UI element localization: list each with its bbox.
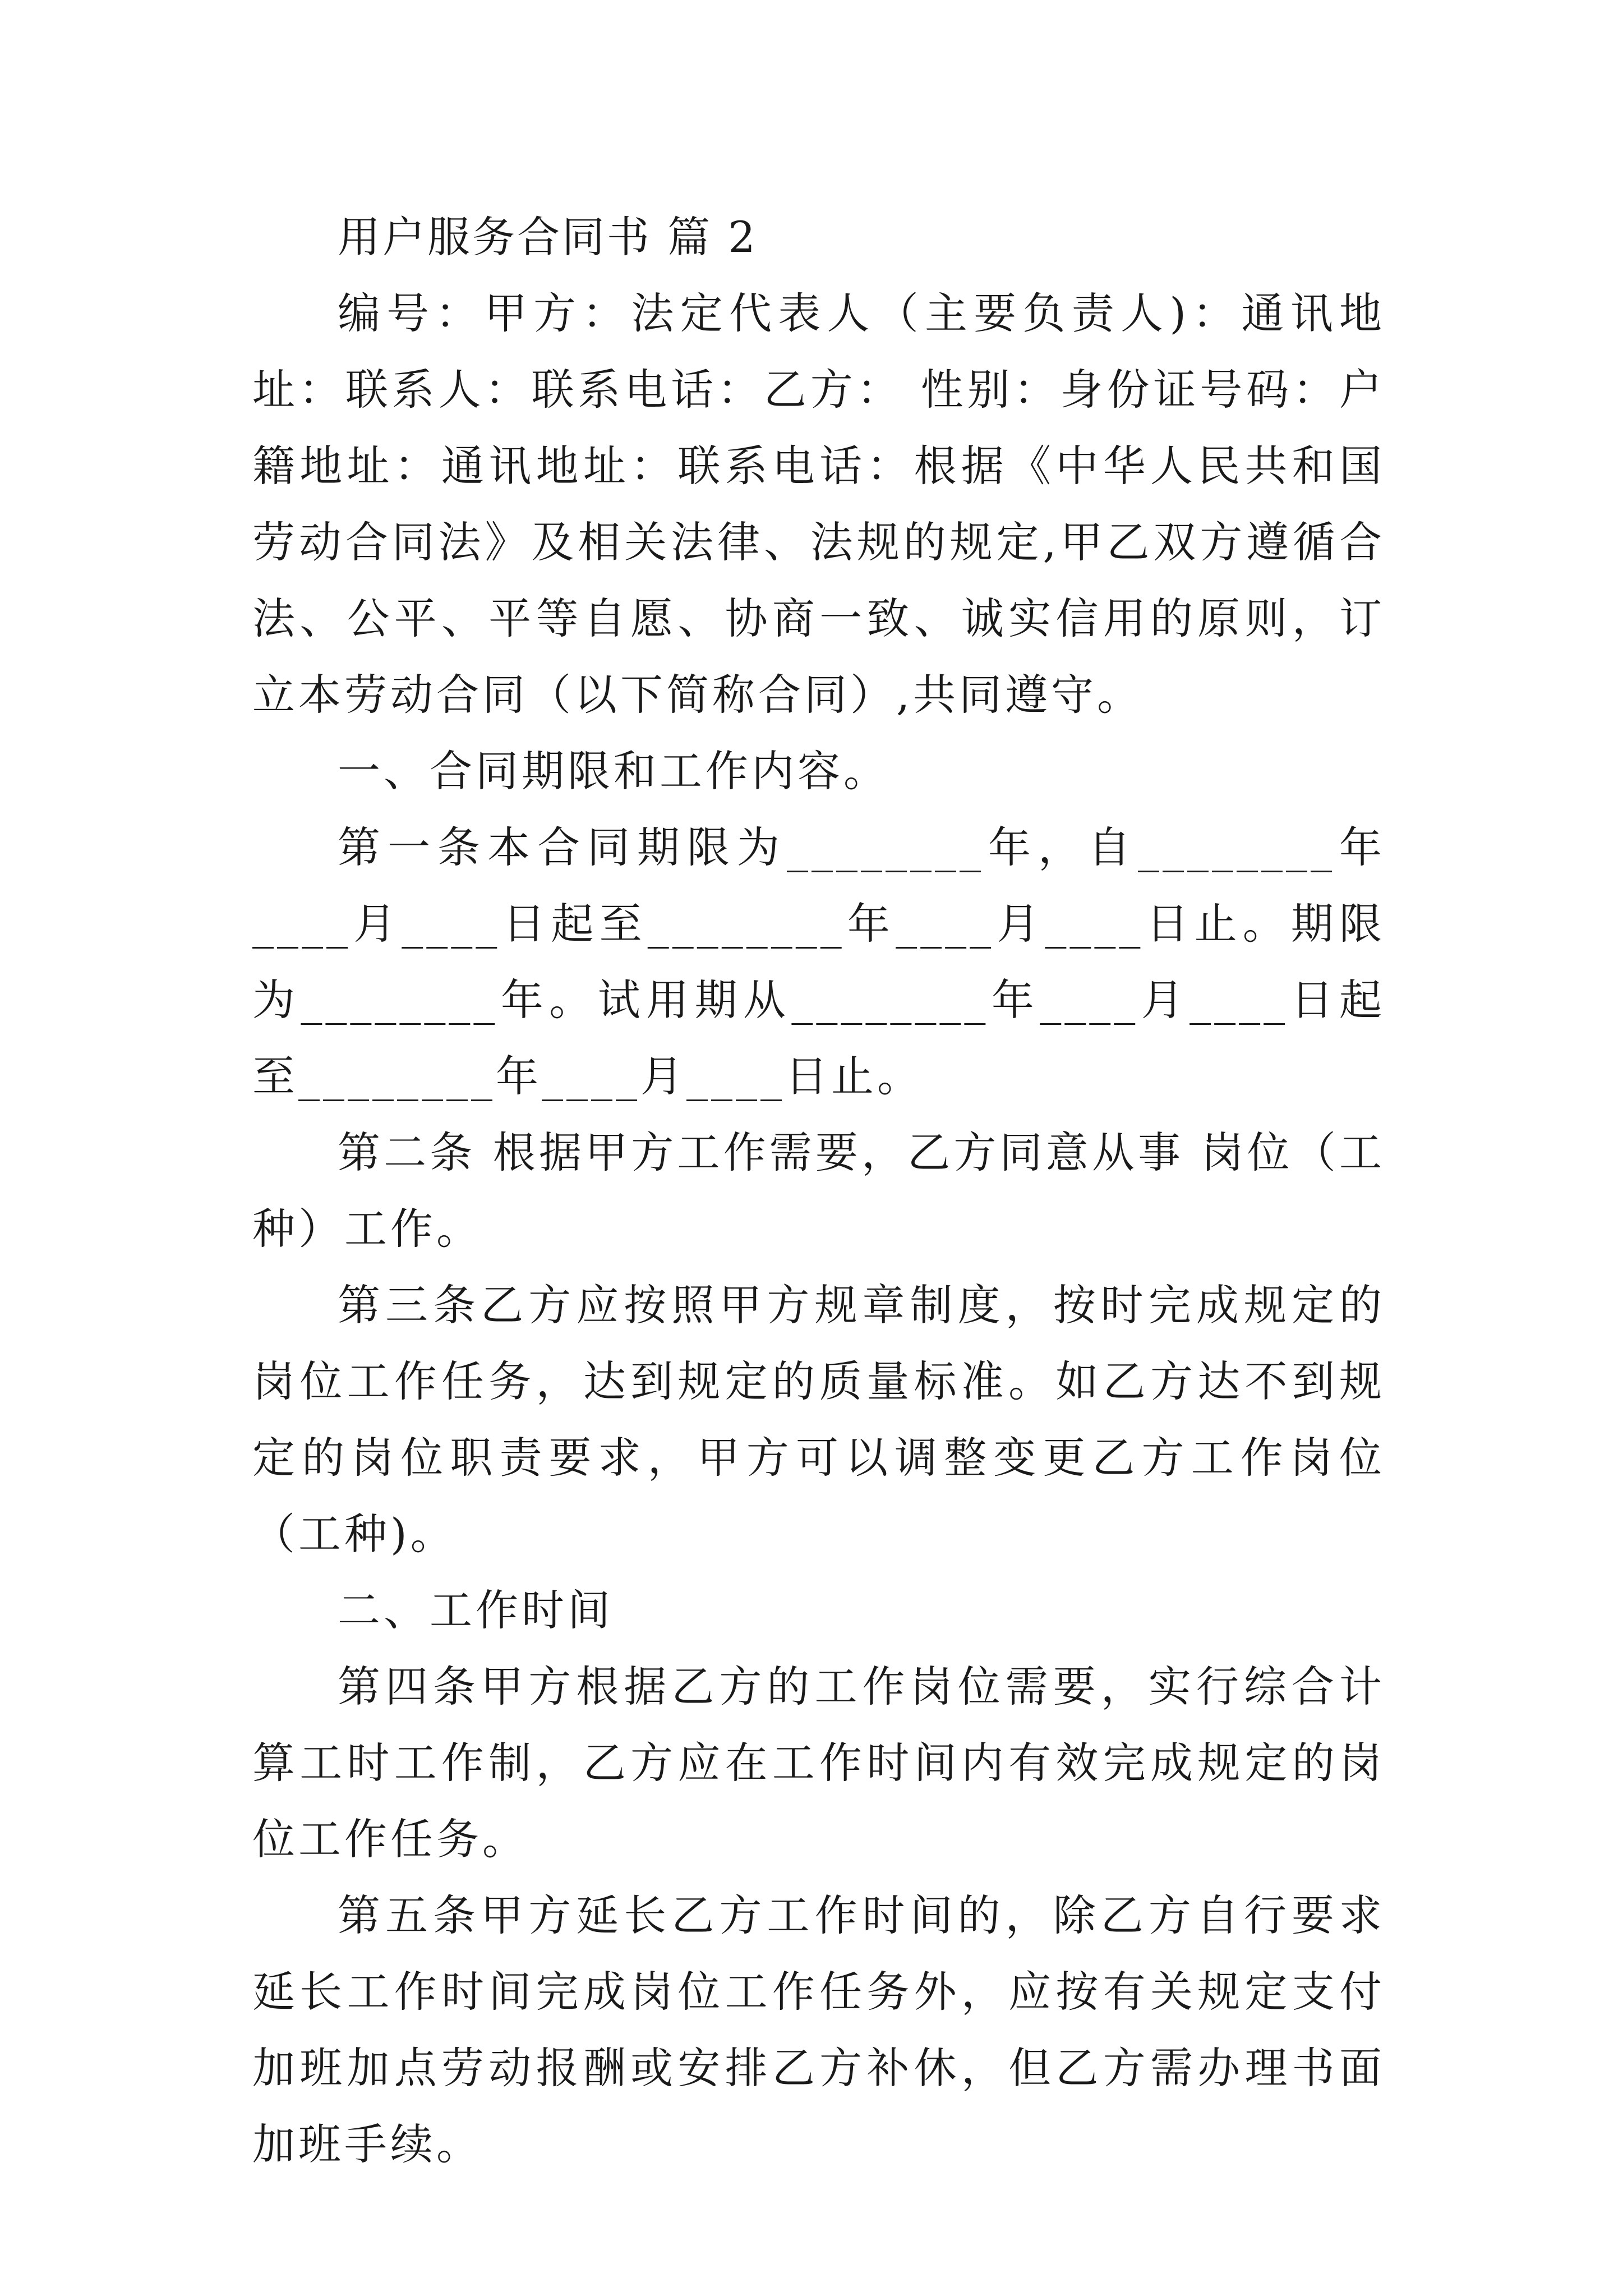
document-body xyxy=(252,199,1385,2183)
article-4-paragraph: 第四条甲方根据乙方的工作岗位需要，实行综合计算工时工作制，乙方应在工作时间内有效完成规定的岗位工作任务。 xyxy=(252,1662,1385,1864)
article-2-paragraph: 第二条 根据甲方工作需要，乙方同意从事 岗位（工种）工作。 xyxy=(252,1128,1385,1254)
section-heading-term: 一、合同期限和工作内容。 xyxy=(338,746,889,796)
article-5-paragraph: 第五条甲方延长乙方工作时间的，除乙方自行要求延长工作时间完成岗位工作任务外，应按有关规定支付加班加点劳动报酬或安排乙方补休，但乙方需办理书面加班手续。 xyxy=(252,1890,1385,2169)
document-title: 用户服务合同书 篇 2 xyxy=(338,212,758,262)
section-heading-work-time: 二、工作时间 xyxy=(338,1585,614,1635)
article-3-paragraph: 第三条乙方应按照甲方规章制度，按时完成规定的岗位工作任务，达到规定的质量标准。如乙方达不到规定的岗位职责要求，甲方可以调整变更乙方工作岗位（工种)。 xyxy=(252,1280,1385,1559)
contract-parties-paragraph: 编号：甲方：法定代表人（主要负责人)：通讯地址：联系人：联系电话：乙方： 性别：身份证号码：户籍地址：通讯地址：联系电话：根据《中华人民共和国劳动合同法》及相关法律、法规的规定,甲乙双方遵循合法、公平、平等自愿、协商一致、诚实信用的原则，订立本劳动合同（以下简称合同）,共同遵守。 xyxy=(252,288,1385,720)
article-1-paragraph: 第一条本合同期限为________年，自________年____月____日起至________年____月____日止。期限为________年。试用期从________年____月____日起至________年____月____日止。 xyxy=(252,822,1385,1101)
